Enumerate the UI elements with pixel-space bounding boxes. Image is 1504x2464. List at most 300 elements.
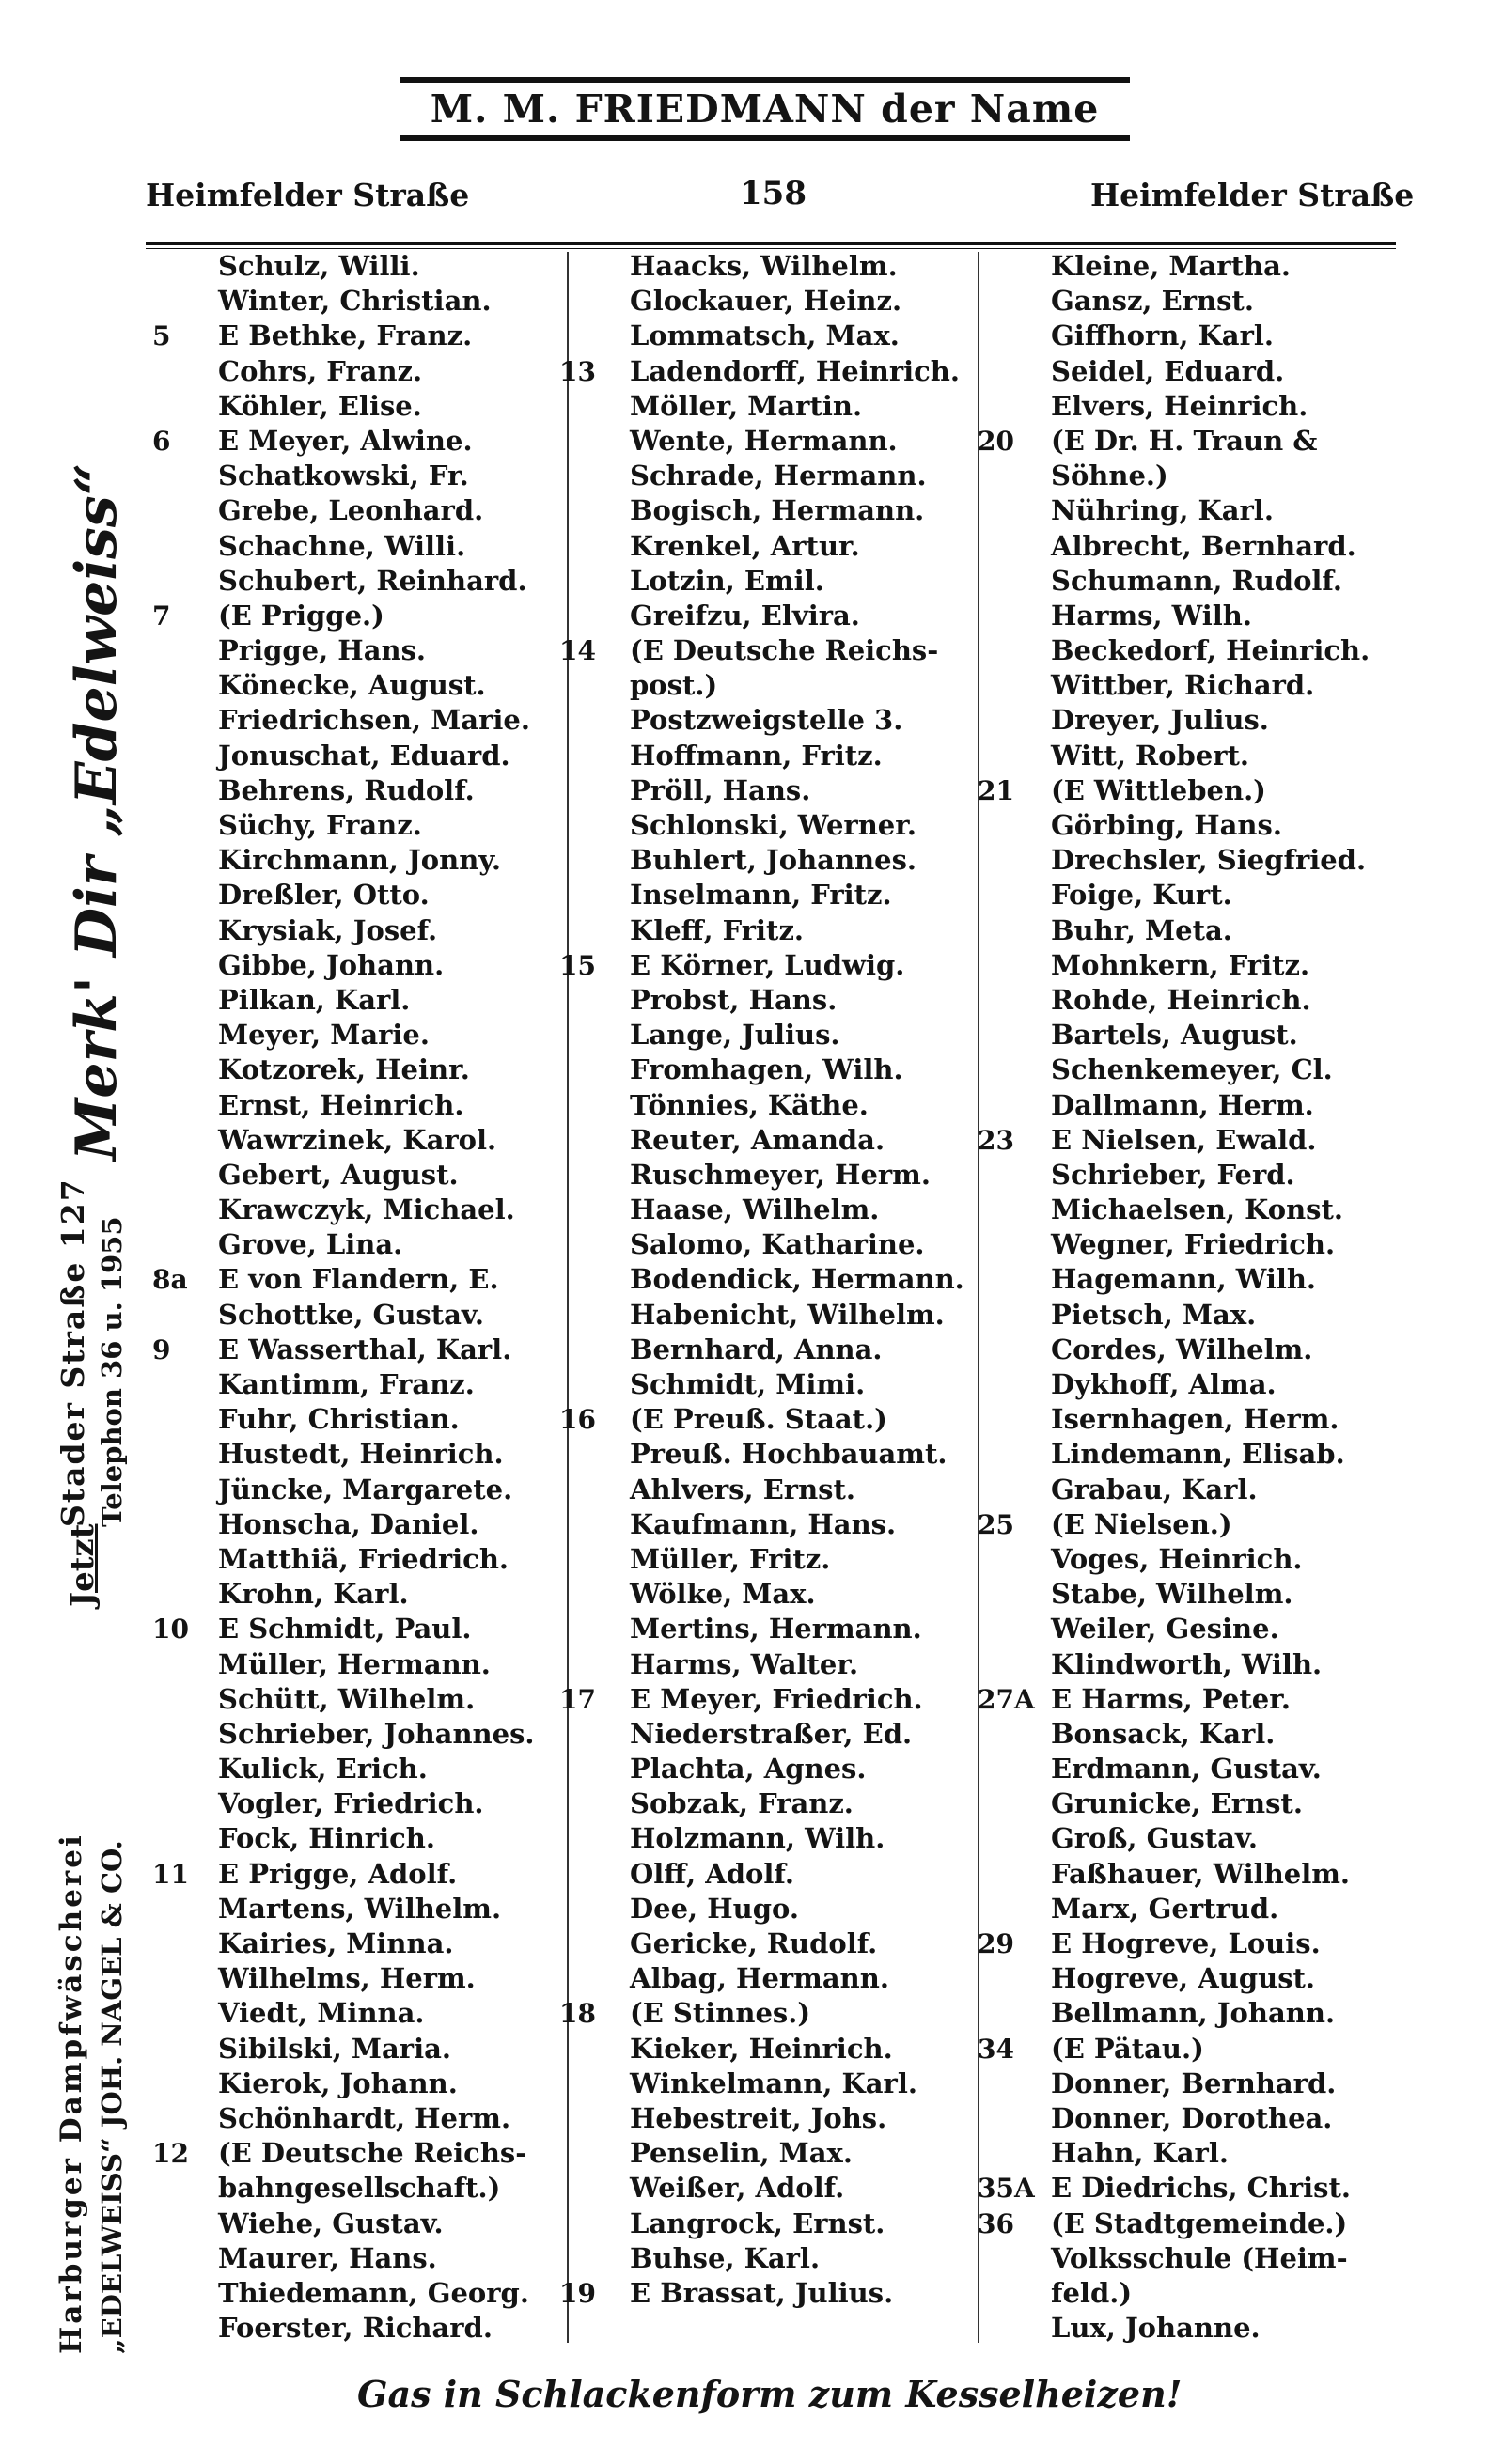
resident-name: Lange, Julius. [630,1019,840,1052]
directory-entry [630,2101,964,2136]
house-number: 35A [978,2173,1035,2205]
directory-entry [630,1333,964,1367]
directory-entry [1051,319,1370,353]
resident-name: Kieker, Heinrich. [630,2032,893,2065]
resident-name: E Diedrichs, Christ. [1051,2172,1351,2205]
directory-entry [218,1647,535,1682]
resident-name: Lommatsch, Max. [630,320,900,352]
resident-name: Krawczyk, Michael. [218,1193,515,1226]
resident-name: Schulz, Willi. [218,250,420,282]
resident-name: Ernst, Heinrich. [218,1088,464,1121]
resident-name: (E Nielsen.) [1051,1507,1232,1540]
column-divider-2 [978,252,979,2343]
directory-entry [630,2032,964,2066]
resident-name: Winkelmann, Karl. [630,2066,917,2099]
directory-entry [1051,1647,1370,1682]
resident-name: Sibilski, Maria. [218,2032,451,2065]
resident-name: Wölke, Max. [630,1578,816,1611]
directory-entry [1051,1018,1370,1053]
directory-entry [1051,389,1370,424]
directory-entry [559,1682,964,1717]
resident-name: Plachta, Agnes. [630,1753,867,1786]
directory-entry [218,2241,535,2276]
resident-name: Schachne, Willi. [218,529,466,562]
directory-entry [152,1262,535,1297]
resident-name: Wegner, Friedrich. [1051,1228,1336,1261]
resident-name: Kirchmann, Jonny. [218,844,501,877]
directory-entry [1051,878,1370,912]
directory-entry [218,1018,535,1053]
directory-entry [218,1088,535,1123]
directory-entry [630,1227,964,1262]
resident-name: Donner, Dorothea. [1051,2101,1333,2134]
directory-entry [1051,1717,1370,1752]
resident-name: Thiedemann, Georg. [218,2276,529,2309]
resident-name: Habenicht, Wilhelm. [630,1298,945,1331]
house-number: 19 [559,2277,596,2309]
resident-name: Kleine, Martha. [1051,250,1291,282]
resident-name: Dee, Hugo. [630,1892,799,1925]
directory-entry [559,1996,964,2031]
resident-name: Hoffmann, Fritz. [630,739,883,772]
directory-entry [218,739,535,773]
house-number: 5 [152,320,171,352]
resident-name: E Meyer, Friedrich. [630,1682,923,1715]
directory-entry [1051,1857,1370,1892]
directory-entry [218,1892,535,1926]
resident-name: Voges, Heinrich. [1051,1542,1303,1575]
directory-entry [218,2276,535,2311]
house-number: 21 [978,774,1014,806]
directory-entry [630,1158,964,1193]
resident-name: Reuter, Amanda. [630,1123,885,1156]
directory-entry [152,599,535,633]
directory-entry [978,1123,1370,1158]
resident-name: Buhlert, Johannes. [630,844,916,877]
directory-entry [630,1123,964,1158]
directory-entry [978,1926,1370,1961]
sidebar-address: Stader Straße 127 [55,1177,91,1527]
resident-name: Pilkan, Karl. [218,983,411,1016]
resident-name: Glockauer, Heinz. [630,285,902,318]
resident-name: E Meyer, Alwine. [218,424,473,457]
resident-name: Prigge, Hans. [218,634,426,667]
directory-entry [218,529,535,564]
resident-name: E Schmidt, Paul. [218,1613,472,1645]
resident-name: Haacks, Wilhelm. [630,250,898,282]
resident-name: Kotzorek, Heinr. [218,1053,470,1086]
directory-entry [218,983,535,1018]
directory-entry [630,983,964,1018]
resident-name: Salomo, Katharine. [630,1228,925,1261]
directory-entry [218,913,535,948]
directory-entry [218,1926,535,1961]
resident-name: Matthiä, Friedrich. [218,1542,509,1575]
directory-entry [1051,1053,1370,1087]
resident-name: Kaufmann, Hans. [630,1507,897,1540]
directory-entry [978,1507,1370,1542]
sidebar-company-line1: Harburger Dampfwäscherei [55,1832,88,2354]
directory-entry [630,1892,964,1926]
directory-entry [630,1507,964,1542]
resident-name: Görbing, Hans. [1051,809,1282,841]
resident-name: E Hogreve, Louis. [1051,1927,1321,1959]
house-number: 27A [978,1683,1035,1715]
resident-name: Bellmann, Johann. [1051,1997,1336,2030]
resident-name: E Prigge, Adolf. [218,1857,458,1890]
directory-entry [218,2171,535,2206]
directory-entry [630,1612,964,1646]
directory-entry [1051,1752,1370,1786]
resident-name: Schubert, Reinhard. [218,564,527,597]
directory-entry [978,773,1370,808]
resident-name: Weißer, Adolf. [630,2172,845,2205]
house-number: 8a [152,1264,188,1296]
directory-entry [218,1786,535,1821]
directory-entry [1051,1262,1370,1297]
resident-name: Volksschule (Heim- [1051,2241,1348,2274]
directory-entry [1051,1298,1370,1333]
resident-name: Kierok, Johann. [218,2066,458,2099]
resident-name: Schottke, Gustav. [218,1298,484,1331]
directory-entry [1051,529,1370,564]
resident-name: Postzweigstelle 3. [630,704,903,737]
directory-entry [630,1367,964,1402]
resident-name: E Bethke, Franz. [218,320,473,352]
directory-entry [152,1333,535,1367]
resident-name: Fock, Hinrich. [218,1822,435,1855]
resident-name: Wiehe, Gustav. [218,2207,444,2239]
directory-entry [218,354,535,389]
directory-entry [630,2066,964,2101]
directory-entry [630,703,964,738]
resident-name: Söhne.) [1051,460,1168,492]
resident-name: Greifzu, Elvira. [630,599,860,632]
directory-entry [559,354,964,389]
house-number: 13 [559,355,596,387]
directory-entry [1051,1088,1370,1123]
house-number: 16 [559,1404,596,1436]
directory-entry [218,284,535,319]
house-number: 23 [978,1124,1014,1156]
directory-entry [630,1542,964,1577]
street-name-right: Heimfelder Straße [1090,177,1415,213]
directory-entry [1051,808,1370,843]
house-number: 6 [152,425,171,457]
resident-name: Wente, Hermann. [630,424,898,457]
resident-name: Könecke, August. [218,669,486,702]
resident-name: Grabau, Karl. [1051,1473,1258,1505]
directory-entry [1051,668,1370,703]
sidebar-now: Jetzt [64,1523,102,1607]
directory-entry [218,808,535,843]
resident-name: Cohrs, Franz. [218,354,423,387]
sidebar-phone: Telephon 36 u. 1955 [96,1216,128,1527]
directory-entry [218,564,535,599]
directory-entry [630,1857,964,1892]
house-number: 17 [559,1683,596,1715]
resident-name: Holzmann, Wilh. [630,1822,885,1855]
directory-entry [218,2032,535,2066]
directory-entry [630,1473,964,1507]
directory-entry [630,773,964,808]
resident-name: Grunicke, Ernst. [1051,1787,1303,1820]
resident-name: Hahn, Karl. [1051,2137,1229,2170]
directory-entry [1051,1542,1370,1577]
resident-name: Maurer, Hans. [218,2241,437,2274]
resident-name: Müller, Hermann. [218,1647,491,1680]
resident-name: feld.) [1051,2276,1133,2309]
house-number: 18 [559,1998,596,2030]
directory-entry [630,2171,964,2206]
directory-entry [559,948,964,983]
directory-entry [218,1123,535,1158]
resident-name: Lindemann, Elisab. [1051,1438,1345,1471]
house-number: 7 [152,600,171,632]
resident-name: Schmidt, Mimi. [630,1368,866,1400]
directory-entry [630,739,964,773]
directory-entry [630,1821,964,1856]
resident-name: Ruschmeyer, Herm. [630,1158,931,1191]
directory-entry [218,2101,535,2136]
resident-name: Schumann, Rudolf. [1051,564,1342,597]
directory-entry [218,1961,535,1996]
resident-name: Elvers, Heinrich. [1051,389,1308,422]
directory-entry [630,808,964,843]
directory-entry [1051,2241,1370,2276]
resident-name: Dreyer, Julius. [1051,704,1269,737]
directory-entry [218,1542,535,1577]
resident-name: E Körner, Ludwig. [630,948,905,981]
directory-entry [1051,2066,1370,2101]
directory-entry [1051,983,1370,1018]
resident-name: Krenkel, Artur. [630,529,860,562]
resident-name: Albrecht, Bernhard. [1051,529,1356,562]
directory-entry [218,878,535,912]
directory-entry [218,493,535,528]
directory-entry [218,249,535,284]
resident-name: Schlonski, Werner. [630,809,916,841]
resident-name: Drechsler, Siegfried. [1051,844,1367,877]
resident-name: Schatkowski, Fr. [218,460,469,492]
resident-name: Giffhorn, Karl. [1051,320,1274,352]
resident-name: Krysiak, Josef. [218,913,438,946]
resident-name: Hagemann, Wilh. [1051,1263,1317,1296]
resident-name: Honscha, Daniel. [218,1507,479,1540]
directory-entry [978,1682,1370,1717]
directory-entry [630,2136,964,2171]
directory-entry [218,459,535,493]
resident-name: Seidel, Eduard. [1051,354,1285,387]
resident-name: (E Preuß. Staat.) [630,1403,887,1436]
directory-entry [1051,1612,1370,1646]
directory-entry [218,948,535,983]
header-rule [146,242,1396,249]
resident-name: Gibbe, Johann. [218,948,445,981]
resident-name: Jonuschat, Eduard. [218,739,510,772]
directory-entry [978,2171,1370,2206]
directory-entry [630,1262,964,1297]
directory-entry [630,529,964,564]
resident-name: E Brassat, Julius. [630,2276,894,2309]
directory-entry [1051,1961,1370,1996]
resident-name: Albag, Hermann. [630,1962,889,1995]
resident-name: Dallmann, Herm. [1051,1088,1314,1121]
bottom-slogan: Gas in Schlackenform zum Kesselheizen! [357,2373,1183,2415]
directory-entry [1051,493,1370,528]
resident-name: Friedrichsen, Marie. [218,704,530,737]
directory-entry [978,2032,1370,2066]
resident-name: Müller, Fritz. [630,1542,831,1575]
resident-name: Dreßler, Otto. [218,879,430,912]
directory-entry [218,1717,535,1752]
directory-entry [152,319,535,353]
house-number: 12 [152,2138,189,2170]
house-number: 14 [559,635,596,667]
resident-name: Donner, Bernhard. [1051,2066,1337,2099]
resident-name: Gansz, Ernst. [1051,285,1254,318]
resident-name: Wittber, Richard. [1051,669,1315,702]
resident-name: Schrieber, Johannes. [218,1717,535,1750]
resident-name: Vogler, Friedrich. [218,1787,484,1820]
resident-name: Bernhard, Anna. [630,1333,883,1365]
resident-name: Pröll, Hans. [630,773,811,806]
house-number: 11 [152,1858,189,1890]
directory-entry [1051,1892,1370,1926]
directory-entry [218,1821,535,1856]
house-number: 10 [152,1614,189,1645]
directory-entry [630,1752,964,1786]
directory-entry [1051,564,1370,599]
resident-name: Schütt, Wilhelm. [218,1682,476,1715]
resident-name: Marx, Gertrud. [1051,1892,1279,1925]
directory-entry [978,424,1370,459]
resident-name: Foige, Kurt. [1051,879,1232,912]
resident-name: Groß, Gustav. [1051,1822,1259,1855]
resident-name: Kairies, Minna. [218,1927,454,1959]
resident-name: E Nielsen, Ewald. [1051,1123,1317,1156]
directory-entry [218,633,535,668]
directory-entry [1051,2311,1370,2346]
resident-name: Schenkemeyer, Cl. [1051,1053,1333,1086]
directory-entry [559,2276,964,2311]
resident-name: (E Deutsche Reichs- [218,2137,527,2170]
directory-entry [1051,599,1370,633]
resident-name: (E Deutsche Reichs- [630,634,939,667]
directory-entry [1051,1996,1370,2031]
directory-entry [630,1786,964,1821]
resident-name: Harms, Wilh. [1051,599,1252,632]
resident-name: Hogreve, August. [1051,1962,1316,1995]
directory-entry [1051,703,1370,738]
directory-entry [630,913,964,948]
resident-name: Martens, Wilhelm. [218,1892,502,1925]
resident-name: bahngesellschaft.) [218,2172,501,2205]
house-number: 34 [978,2033,1014,2065]
directory-entry [630,493,964,528]
directory-entry [1051,1821,1370,1856]
resident-name: (E Stinnes.) [630,1997,811,2030]
directory-entry [218,2311,535,2346]
directory-entry [1051,354,1370,389]
directory-entry [630,319,964,353]
resident-name: (E Stadtgemeinde.) [1051,2207,1348,2239]
resident-name: Penselin, Max. [630,2137,853,2170]
directory-entry [1051,1577,1370,1612]
resident-name: (E Pätau.) [1051,2032,1204,2065]
directory-entry [152,2136,535,2171]
resident-name: Buhse, Karl. [630,2241,821,2274]
directory-entry [1051,2136,1370,2171]
resident-name: Kulick, Erich. [218,1753,428,1786]
directory-entry [630,878,964,912]
resident-name: Nühring, Karl. [1051,494,1274,527]
resident-name: Isernhagen, Herm. [1051,1403,1340,1436]
resident-name: Klindworth, Wilh. [1051,1647,1323,1680]
directory-entry [1051,1333,1370,1367]
house-number: 15 [559,949,596,981]
resident-name: Jüncke, Margarete. [218,1473,513,1505]
resident-name: Sobzak, Franz. [630,1787,854,1820]
directory-entry [1051,1367,1370,1402]
resident-name: Dykhoff, Alma. [1051,1368,1277,1400]
resident-name: E von Flandern, E. [218,1263,499,1296]
resident-name: Krohn, Karl. [218,1578,409,1611]
directory-entry [630,424,964,459]
resident-name: Wilhelms, Herm. [218,1962,476,1995]
directory-entry [218,668,535,703]
resident-name: Bodendick, Hermann. [630,1263,964,1296]
resident-name: (E Prigge.) [218,599,384,632]
resident-name: Foerster, Richard. [218,2312,493,2345]
directory-entry [218,1996,535,2031]
resident-name: E Harms, Peter. [1051,1682,1291,1715]
directory-entry [630,1053,964,1087]
resident-name: (E Dr. H. Traun & [1051,424,1318,457]
directory-entry [218,1227,535,1262]
resident-name: Beckedorf, Heinrich. [1051,634,1371,667]
page-number: 158 [740,175,807,212]
resident-name: Mertins, Hermann. [630,1613,922,1645]
directory-entry [630,599,964,633]
directory-entry [218,773,535,808]
resident-name: Lux, Johanne. [1051,2312,1261,2345]
directory-entry [1051,1193,1370,1227]
resident-name: Tönnies, Käthe. [630,1088,869,1121]
directory-entry [218,1473,535,1507]
directory-entry [630,1926,964,1961]
directory-entry [218,1507,535,1542]
resident-name: Probst, Hans. [630,983,838,1016]
resident-name: Bonsack, Karl. [1051,1717,1276,1750]
resident-name: E Wasserthal, Karl. [218,1333,512,1365]
directory-entry [1051,2101,1370,2136]
directory-entry [630,668,964,703]
directory-entry [1051,2276,1370,2311]
directory-entry [218,1053,535,1087]
resident-name: Hebestreit, Johs. [630,2101,887,2134]
directory-entry [218,1298,535,1333]
directory-entry [218,2207,535,2241]
resident-name: Lotzin, Emil. [630,564,824,597]
directory-entry [630,284,964,319]
directory-entry [218,1193,535,1227]
directory-entry [630,1298,964,1333]
directory-column-3 [978,249,1371,2346]
directory-entry [630,1961,964,1996]
directory-column-1 [152,249,535,2346]
resident-name: Kleff, Fritz. [630,913,805,946]
